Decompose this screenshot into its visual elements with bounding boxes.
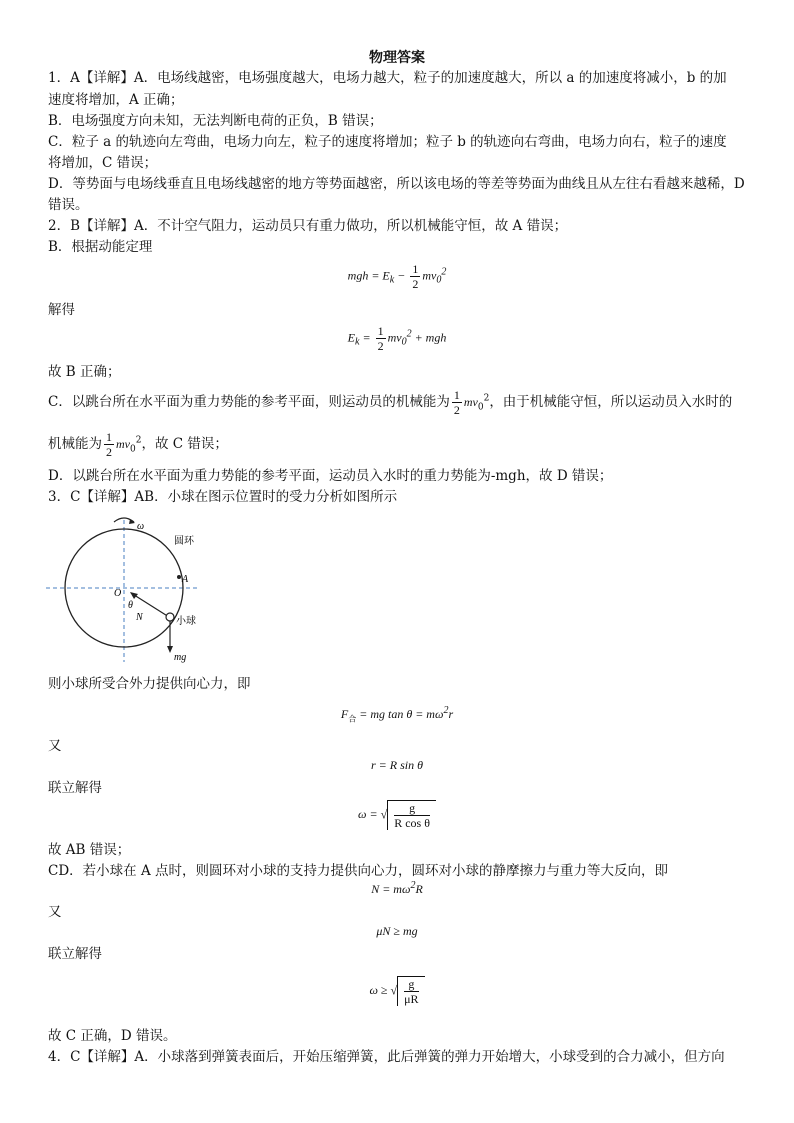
text-line: C．以跳台所在水平面为重力势能的参考平面，则运动员的机械能为 $\frac{1}{2}$ $mv_0^2$，由于机械能守恒，所以运动员入水时的: [48, 388, 733, 417]
o-label: O: [114, 588, 122, 599]
text-line: 故 C 正确，D 错误。: [48, 1028, 177, 1044]
text-line: 又: [48, 738, 62, 754]
text-line: 4．C【详解】A．小球落到弹簧表面后，开始压缩弹簧，此后弹簧的弹力开始增大，小球受到的合力减小，但方向: [48, 1049, 725, 1065]
text-line: 3．C【详解】AB．小球在图示位置时的受力分析如图所示: [48, 489, 398, 505]
ball: [166, 613, 174, 621]
ball-label: 小球: [176, 616, 196, 627]
text-line: D．以跳台所在水平面为重力势能的参考平面，运动员入水时的重力势能为-mgh，故 D 错误；: [48, 468, 613, 484]
text-line: 则小球所受合外力提供向心力，即: [48, 676, 251, 692]
equation-normal: $N = m\omega^2R$: [371, 880, 423, 896]
mg-label: mg: [174, 652, 187, 663]
equation-kinetic-energy: $E_k$ = $\frac{1}{2}$ $mv_0^2$ + mgh: [347, 324, 447, 353]
text-line: 机械能为 $\frac{1}{2}$ $mv_0^2$，故 C 错误；: [48, 430, 228, 459]
equation-radius: r = R sin θ: [371, 758, 423, 772]
page-title: 物理答案: [369, 50, 425, 66]
text-line: CD．若小球在 A 点时，则圆环对小球的支持力提供向心力，圆环对小球的静摩擦力与重力等大反向，即: [48, 863, 668, 879]
text-line: 2．B【详解】A．不计空气阻力，运动员只有重力做功，所以机械能守恒，故 A 错误；: [48, 218, 568, 234]
equation-centripetal: $F_合$ = mg $\tan \theta = m\omega^2r$: [340, 705, 454, 724]
equation-friction: μN ≥ mg: [376, 924, 418, 938]
text-line: D．等势面与电场线垂直且电场线越密的地方等势面越密，所以该电场的等差等势面为曲线且从左往右看越来越稀，D: [48, 176, 745, 192]
force-diagram: [44, 512, 214, 672]
equation-work-energy: mgh = $E_k$ − $\frac{1}{2}$ $mv_0^2$: [347, 262, 447, 291]
text-line: B．电场强度方向未知，无法判断电荷的正负，B 错误；: [48, 113, 383, 129]
omega-label: ω: [137, 521, 145, 532]
theta-label: θ: [128, 600, 133, 611]
text-line: 联立解得: [48, 780, 102, 796]
equation-omega-min: ω ≥ √ $\frac{g}{\mu R}$: [0, 976, 794, 1006]
equation-omega: ω = √ $\frac{g}{\text{R cos θ}}$: [0, 800, 794, 830]
text-line: 联立解得: [48, 946, 102, 962]
text-line: 将增加，C 错误；: [48, 155, 158, 171]
text-line: 错误。: [48, 197, 89, 213]
text-line: 1．A【详解】A．电场线越密，电场强度越大，电场力越大，粒子的加速度越大，所以 a 的加速度将减小，b 的加: [48, 70, 727, 86]
text-line: 又: [48, 904, 62, 920]
text-line: C．粒子 a 的轨迹向左弯曲，电场力向左，粒子的速度将增加；粒子 b 的轨迹向右弯曲，电场力向右，粒子的速度: [48, 134, 727, 150]
point-a: [177, 575, 181, 579]
n-label: N: [136, 612, 143, 623]
text-line: 故 B 正确；: [48, 364, 121, 380]
text-line: B．根据动能定理: [48, 239, 153, 255]
a-label: A: [182, 574, 189, 585]
text-line: 速度将增加，A 正确；: [48, 92, 184, 108]
ring-label: 圆环: [174, 536, 194, 547]
text-line: 故 AB 错误；: [48, 842, 131, 858]
text-line: 解得: [48, 302, 75, 318]
